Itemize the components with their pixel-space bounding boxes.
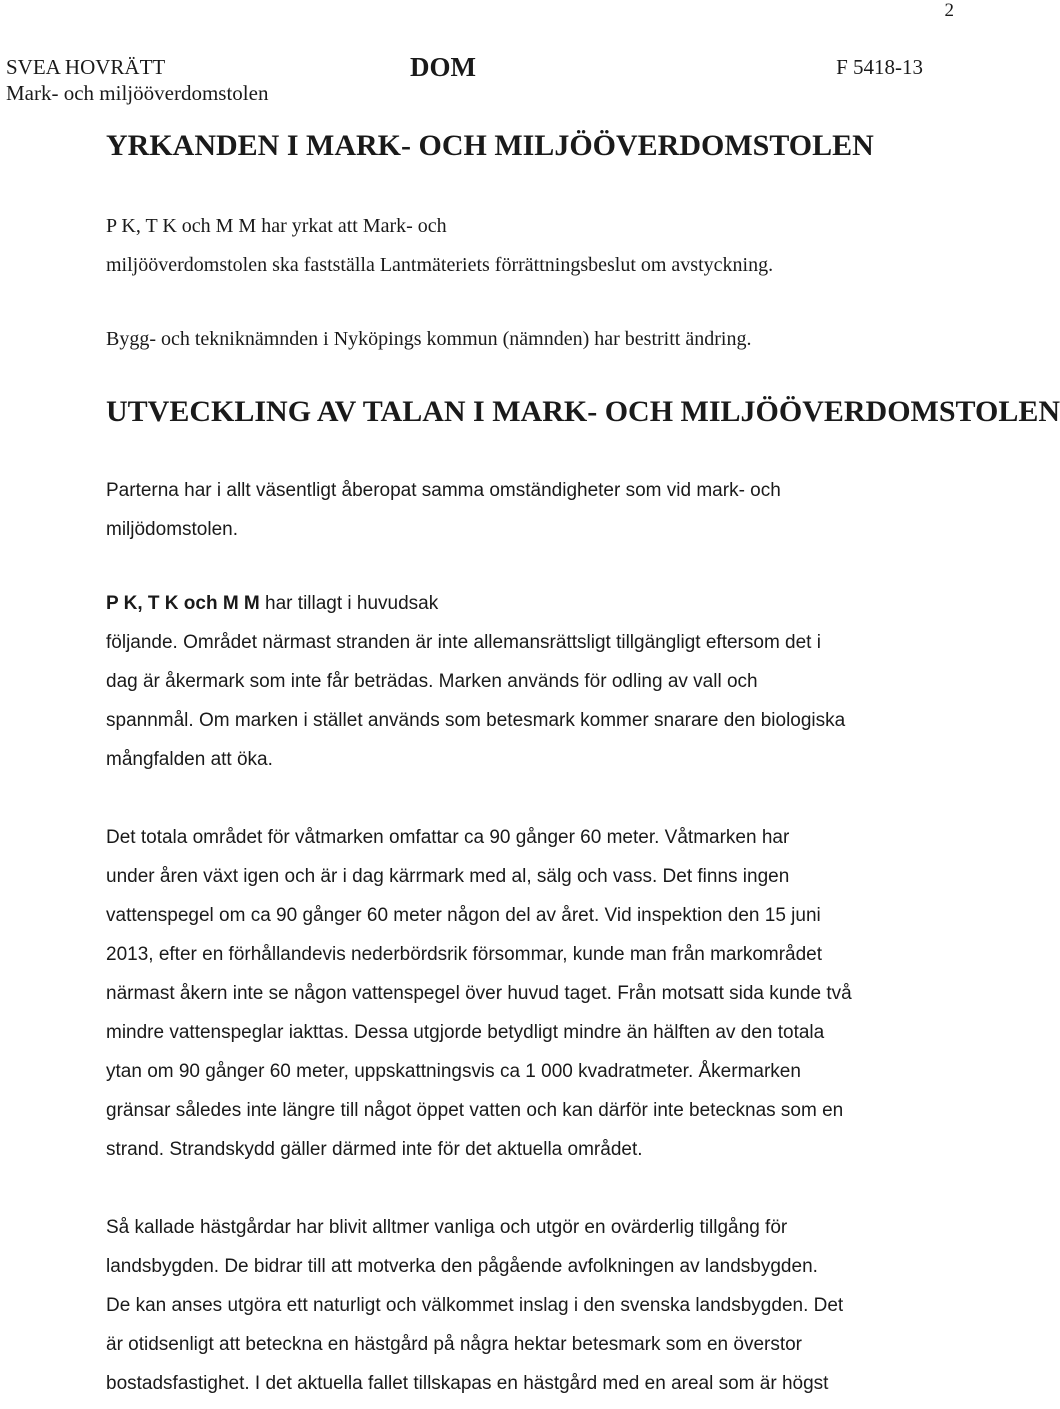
text-fragment: har tillagt i huvudsak [259,593,439,614]
text-line: mindre vattenspeglar iakttas. Dessa utgjorde betydligt mindre än hälften av den totala [106,1022,825,1043]
text-line: ytan om 90 gånger 60 meter, uppskattningsvis ca 1 000 kvadratmeter. Åkermarken [106,1061,801,1082]
paragraph-opposition: Bygg- och tekniknämnden i Nyköpings kommun (nämnden) har bestritt ändring. [106,328,752,350]
section-heading-argument: UTVECKLING AV TALAN I MARK- OCH MILJÖÖVERDOMSTOLEN [106,395,1060,428]
text-line: gränsar således inte längre till något öppet vatten och kan därför inte betecknas som en [106,1100,844,1121]
text-line: under åren växt igen och är i dag kärrmark med al, sälg och vass. Det finns ingen [106,866,790,887]
text-line: närmast åkern inte se någon vattenspegel över huvud taget. Från motsatt sida kunde två [106,983,852,1004]
text-line: miljödomstolen. [106,519,238,540]
paragraph-additions [106,584,906,779]
text-line: mångfalden att öka. [106,749,273,770]
text-line: vattenspegel om ca 90 gånger 60 meter någon del av året. Vid inspektion den 15 juni [106,905,821,926]
text-line [106,593,438,614]
case-number: F 5418-13 [836,55,923,79]
text-line: Det totala området för våtmarken omfattar ca 90 gånger 60 meter. Våtmarken har [106,827,790,848]
text-line: strand. Strandskydd gäller därmed inte för det aktuella området. [106,1139,643,1160]
text-line: bostadsfastighet. I det aktuella fallet tillskapas en hästgård med en areal som är högst [106,1373,829,1394]
paragraph-claims [106,207,906,285]
page-number: 2 [944,0,954,21]
document-type: DOM [410,52,476,82]
document-body [106,129,1060,1403]
text-line: Så kallade hästgårdar har blivit alltmer vanliga och utgör en ovärderlig tillgång för [106,1217,788,1238]
section-heading-claims: YRKANDEN I MARK- OCH MILJÖÖVERDOMSTOLEN [106,129,874,162]
text-line: 2013, efter en förhållandevis nederbördsrik försommar, kunde man från markområdet [106,944,823,965]
text-line: miljööverdomstolen ska fastställa Lantmäteriets förrättningsbeslut om avstyckning. [106,254,774,276]
parties-names: P K, T K och M M [106,593,260,614]
paragraph-circumstances [106,471,906,549]
text-line: De kan anses utgöra ett naturligt och välkommet inslag i den svenska landsbygden. Det [106,1295,844,1316]
court-name: SVEA HOVRÄTT [6,55,166,79]
text-line: spannmål. Om marken i stället används som betesmark kommer snarare den biologiska [106,710,846,731]
text-line: Parterna har i allt väsentligt åberopat samma omständigheter som vid mark- och [106,480,781,501]
argument-body [106,471,906,1403]
text-line: är otidsenligt att beteckna en hästgård på några hektar betesmark som en överstor [106,1334,803,1355]
paragraph-horse-farms [106,1208,906,1403]
text-line: landsbygden. De bidrar till att motverka den pågående avfolkningen av landsbygden. [106,1256,818,1277]
paragraph-wetland [106,818,906,1169]
text-line: dag är åkermark som inte får beträdas. Marken används för odling av vall och [106,671,758,692]
text-line: följande. Området närmast stranden är inte allemansrättsligt tillgängligt eftersom det i [106,632,821,653]
court-division: Mark- och miljööverdomstolen [6,81,269,105]
text-line: P K, T K och M M har yrkat att Mark- och [106,215,447,237]
